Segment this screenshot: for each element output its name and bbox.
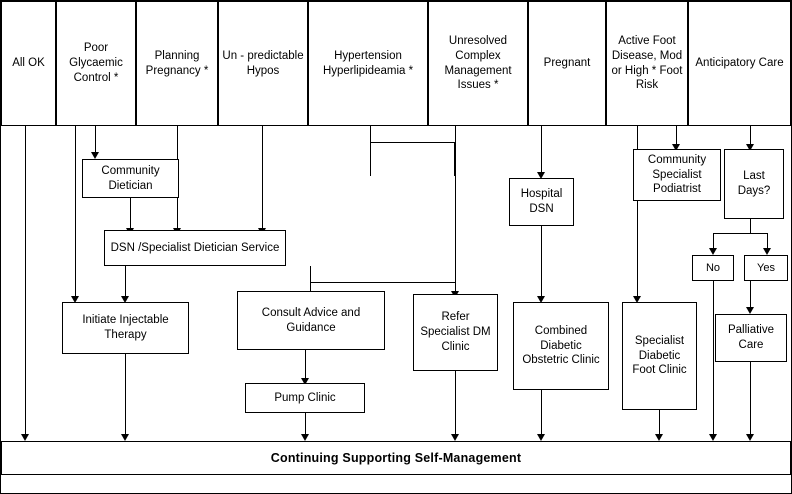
node-palliative-care[interactable]: [715, 314, 787, 362]
arrowhead-palliative-care-to-footer: [746, 434, 754, 441]
node-combined-diabetic-obstetric-clinic[interactable]: [513, 302, 609, 390]
node-community-dietician[interactable]: [82, 159, 179, 198]
header-label-hypertension-hyperlipideamia: Hypertension Hyperlipideamia *: [322, 49, 414, 77]
arrowhead-yes-to-palliative-care: [746, 307, 754, 314]
node-label-palliative-care: Palliative Care: [727, 324, 775, 351]
node-label-specialist-diabetic-foot-clinic: Specialist Diabetic Foot Clinic: [632, 334, 687, 377]
node-label-pump-clinic: Pump Clinic: [274, 391, 336, 404]
connector-consult-to-pump-clinic: [305, 350, 306, 380]
connector-hypertension-drop: [370, 126, 371, 142]
arrowhead-last-days-to-no: [709, 248, 717, 255]
arrowhead-refer-specialist-to-footer: [451, 434, 459, 441]
footer-banner-continuing-supporting-self-management: [1, 441, 791, 475]
header-label-poor-glycaemic-control: Poor Glycaemic Control *: [69, 42, 123, 84]
arrowhead-no-to-footer: [709, 434, 717, 441]
connector-pgc-to-initiate-injectable: [75, 126, 76, 298]
arrowhead-specialist-foot-clinic-to-footer: [655, 434, 663, 441]
header-cell-active-foot-disease: [606, 1, 688, 126]
node-refer-specialist-dm-clinic[interactable]: [413, 294, 498, 371]
node-label-initiate-injectable-therapy: Initiate Injectable Therapy: [82, 314, 169, 341]
node-label-last-days: Last Days?: [737, 170, 771, 197]
header-label-active-foot-disease: Active Foot Disease, Mod or High * Foot Risk: [611, 35, 683, 92]
header-cell-pregnant: [528, 1, 606, 126]
node-label-community-dietician: Community Dietician: [101, 164, 160, 192]
node-label-refer-specialist-dm-clinic: Refer Specialist DM Clinic: [420, 311, 491, 353]
connector-unpredictable-hypos-to-dsn: [262, 126, 263, 230]
header-label-pregnant: Pregnant: [543, 57, 591, 70]
arrowhead-last-days-to-yes: [763, 248, 771, 255]
connector-all-ok-to-footer: [25, 126, 26, 436]
connector-pregnant-to-hospital-dsn: [541, 126, 542, 174]
arrowhead-initiate-injectable-to-footer: [121, 434, 129, 441]
connector-combined-clinic-to-footer: [541, 390, 542, 436]
connector-dsn-to-initiate-injectable: [125, 266, 126, 298]
header-cell-all-ok: [1, 1, 56, 126]
connector-dsn-horizontal: [310, 282, 455, 283]
connector-community-dietician-to-dsn: [130, 198, 131, 230]
arrowhead-pgc-to-community-dietician: [91, 152, 99, 159]
node-decision-no[interactable]: [692, 255, 734, 281]
header-cell-unpredictable-hypos: [218, 1, 308, 126]
node-community-specialist-podiatrist[interactable]: [633, 149, 721, 201]
header-label-unpredictable-hypos: Un - predictable Hypos: [222, 49, 304, 77]
header-cell-unresolved-complex-management-issues: [428, 1, 528, 126]
connector-last-days-drop: [750, 219, 751, 233]
connector-initiate-injectable-to-footer: [125, 354, 126, 436]
header-cell-hypertension-hyperlipideamia: [308, 1, 428, 126]
footer-banner-label: Continuing Supporting Self-Management: [270, 451, 522, 465]
node-last-days[interactable]: [724, 149, 784, 219]
header-cell-anticipatory-care: [688, 1, 791, 126]
connector-foot-to-community-podiatrist: [676, 126, 677, 146]
node-specialist-diabetic-foot-clinic[interactable]: [622, 302, 697, 410]
junction-box-hypertension: [370, 142, 455, 176]
connector-pump-clinic-to-footer: [305, 413, 306, 436]
arrowhead-pump-clinic-to-footer: [301, 434, 309, 441]
header-label-unresolved-complex-management-issues: Unresolved Complex Management Issues *: [444, 35, 512, 92]
arrowhead-all-ok-to-footer: [21, 434, 29, 441]
node-label-community-specialist-podiatrist: Community Specialist Podiatrist: [647, 153, 707, 196]
node-label-combined-diabetic-obstetric-clinic: Combined Diabetic Obstetric Clinic: [522, 324, 600, 367]
header-cell-poor-glycaemic-control: [56, 1, 136, 126]
node-decision-yes[interactable]: [744, 255, 788, 281]
node-label-dsn-specialist-dietician-service: DSN /Specialist Dietician Service: [110, 241, 280, 254]
connector-refer-specialist-to-footer: [455, 371, 456, 436]
node-label-decision-yes: Yes: [757, 261, 775, 274]
connector-anticipatory-to-last-days: [750, 126, 751, 146]
node-hospital-dsn[interactable]: [509, 178, 574, 226]
connector-no-to-footer: [713, 281, 714, 436]
arrowhead-combined-clinic-to-footer: [537, 434, 545, 441]
header-label-planning-pregnancy: Planning Pregnancy *: [145, 49, 209, 77]
node-consult-advice-and-guidance[interactable]: [237, 291, 385, 350]
connector-yes-to-palliative-care: [750, 281, 751, 309]
node-initiate-injectable-therapy[interactable]: [62, 302, 189, 354]
header-label-all-ok: All OK: [12, 57, 45, 70]
connector-pgc-to-community-dietician: [95, 126, 96, 154]
connector-last-days-horizontal: [713, 233, 767, 234]
connector-hospital-dsn-to-combined-clinic: [541, 226, 542, 298]
node-label-hospital-dsn: Hospital DSN: [520, 188, 563, 215]
header-cell-planning-pregnancy: [136, 1, 218, 126]
node-label-decision-no: No: [705, 261, 721, 274]
node-dsn-specialist-dietician-service[interactable]: [104, 230, 286, 266]
connector-specialist-foot-clinic-to-footer: [659, 410, 660, 436]
node-label-consult-advice-and-guidance: Consult Advice and Guidance: [261, 306, 361, 334]
connector-palliative-care-to-footer: [750, 362, 751, 436]
node-pump-clinic[interactable]: [245, 383, 365, 413]
connector-unresolved-to-refer-specialist: [455, 126, 456, 294]
connector-dsn-drop: [310, 266, 311, 282]
header-label-anticipatory-care: Anticipatory Care: [695, 57, 784, 70]
